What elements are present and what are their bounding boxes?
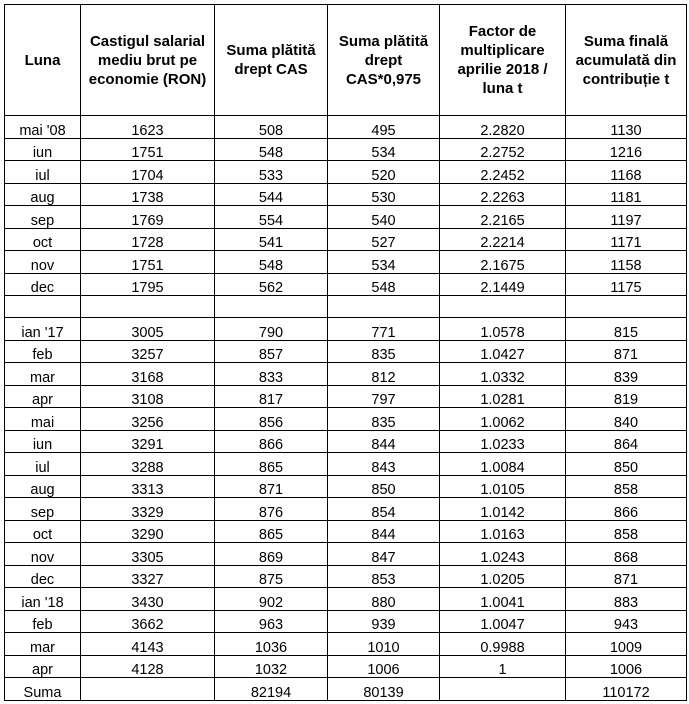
header-castig: Castigul salarial mediu brut pe economie (RON) [81, 5, 215, 116]
cell-factor: 1.0105 [440, 475, 566, 498]
cell-castig: 3430 [81, 588, 215, 611]
cell-cas: 554 [215, 206, 328, 229]
cell-luna: aug [5, 475, 81, 498]
total-row [5, 678, 687, 701]
table-row [5, 588, 687, 611]
cell-luna: iun [5, 430, 81, 453]
table-row [5, 453, 687, 476]
cell-finala: 858 [566, 475, 687, 498]
cell-castig: 4128 [81, 655, 215, 678]
cell-castig: 1728 [81, 228, 215, 251]
cell-castig: 1738 [81, 183, 215, 206]
cell-castig: 3662 [81, 610, 215, 633]
cell-castig: 3327 [81, 565, 215, 588]
cell-factor: 1 [440, 655, 566, 678]
cell-finala: 1175 [566, 273, 687, 296]
cell-factor: 1.0427 [440, 340, 566, 363]
cell-factor: 1.0332 [440, 363, 566, 386]
table-row [5, 610, 687, 633]
table-row [5, 116, 687, 139]
cell-factor: 2.2452 [440, 161, 566, 184]
cell-luna: apr [5, 385, 81, 408]
cell-cas: 871 [215, 475, 328, 498]
cell-factor [440, 296, 566, 318]
cell-finala: 1168 [566, 161, 687, 184]
cell-castig: 1751 [81, 251, 215, 274]
cell-factor: 2.2214 [440, 228, 566, 251]
cell-cas: 875 [215, 565, 328, 588]
cell-finala: 850 [566, 453, 687, 476]
cell-luna: mai '08 [5, 116, 81, 139]
cell-factor: 1.0233 [440, 430, 566, 453]
cell-cas: 508 [215, 116, 328, 139]
cell-cas975: 939 [328, 610, 440, 633]
cell-factor: 1.0578 [440, 318, 566, 341]
cell-finala: 1006 [566, 655, 687, 678]
cell-luna: Suma [5, 678, 81, 701]
cell-cas975: 835 [328, 408, 440, 431]
table-row [5, 228, 687, 251]
cell-cas: 562 [215, 273, 328, 296]
cell-castig: 3291 [81, 430, 215, 453]
cell-castig: 3108 [81, 385, 215, 408]
cell-factor: 1.0243 [440, 543, 566, 566]
cell-luna: ian '18 [5, 588, 81, 611]
cell-luna: iun [5, 138, 81, 161]
cell-cas975: 835 [328, 340, 440, 363]
cell-cas [215, 296, 328, 318]
cell-cas975: 540 [328, 206, 440, 229]
cell-factor: 2.1675 [440, 251, 566, 274]
cell-cas975: 850 [328, 475, 440, 498]
cell-finala: 1181 [566, 183, 687, 206]
cell-castig: 3288 [81, 453, 215, 476]
table-row [5, 206, 687, 229]
cell-finala: 1197 [566, 206, 687, 229]
cell-luna: nov [5, 543, 81, 566]
cell-factor: 1.0281 [440, 385, 566, 408]
table-row [5, 408, 687, 431]
cell-cas975: 844 [328, 520, 440, 543]
cell-cas: 963 [215, 610, 328, 633]
cell-finala: 871 [566, 340, 687, 363]
cell-luna: nov [5, 251, 81, 274]
cell-factor: 0.9988 [440, 633, 566, 656]
cell-luna: apr [5, 655, 81, 678]
table-row [5, 251, 687, 274]
cell-finala [566, 296, 687, 318]
table-row [5, 161, 687, 184]
cell-castig: 3329 [81, 498, 215, 521]
table-row [5, 498, 687, 521]
cell-cas975: 520 [328, 161, 440, 184]
cell-cas975 [328, 296, 440, 318]
cell-cas975: 854 [328, 498, 440, 521]
cell-cas975: 771 [328, 318, 440, 341]
cell-castig: 3005 [81, 318, 215, 341]
cell-cas: 865 [215, 453, 328, 476]
cell-castig: 3290 [81, 520, 215, 543]
cell-castig: 1751 [81, 138, 215, 161]
cell-factor: 1.0142 [440, 498, 566, 521]
cell-factor: 1.0205 [440, 565, 566, 588]
cell-finala: 110172 [566, 678, 687, 701]
cell-luna: feb [5, 610, 81, 633]
header-finala: Suma finală acumulată din contribuție t [566, 5, 687, 116]
cell-factor: 1.0047 [440, 610, 566, 633]
cell-castig: 3305 [81, 543, 215, 566]
cell-cas: 865 [215, 520, 328, 543]
cell-luna: dec [5, 273, 81, 296]
cell-cas: 1032 [215, 655, 328, 678]
cell-cas: 817 [215, 385, 328, 408]
cell-cas: 548 [215, 251, 328, 274]
cell-castig [81, 678, 215, 701]
cell-cas: 541 [215, 228, 328, 251]
cell-luna: sep [5, 498, 81, 521]
table-row [5, 430, 687, 453]
cell-finala: 1216 [566, 138, 687, 161]
cell-cas975: 534 [328, 251, 440, 274]
contributions-table [4, 4, 687, 701]
cell-luna: mai [5, 408, 81, 431]
cell-castig: 3313 [81, 475, 215, 498]
cell-luna: feb [5, 340, 81, 363]
cell-luna: mar [5, 363, 81, 386]
table-row [5, 318, 687, 341]
table-row [5, 273, 687, 296]
cell-cas: 790 [215, 318, 328, 341]
table-row [5, 183, 687, 206]
header-luna: Luna [5, 5, 81, 116]
cell-cas975: 843 [328, 453, 440, 476]
cell-cas975: 847 [328, 543, 440, 566]
cell-castig: 1769 [81, 206, 215, 229]
cell-castig: 3256 [81, 408, 215, 431]
cell-cas: 833 [215, 363, 328, 386]
cell-cas: 866 [215, 430, 328, 453]
table-row [5, 385, 687, 408]
cell-cas975: 527 [328, 228, 440, 251]
cell-factor [440, 678, 566, 701]
cell-finala: 868 [566, 543, 687, 566]
cell-cas: 82194 [215, 678, 328, 701]
cell-cas: 544 [215, 183, 328, 206]
table-row [5, 565, 687, 588]
table-row [5, 633, 687, 656]
cell-luna: ian '17 [5, 318, 81, 341]
cell-finala: 883 [566, 588, 687, 611]
cell-cas975: 844 [328, 430, 440, 453]
cell-cas975: 1006 [328, 655, 440, 678]
header-row [5, 5, 687, 116]
cell-cas: 857 [215, 340, 328, 363]
cell-finala: 1171 [566, 228, 687, 251]
cell-luna: dec [5, 565, 81, 588]
cell-finala: 871 [566, 565, 687, 588]
cell-finala: 866 [566, 498, 687, 521]
cell-cas975: 880 [328, 588, 440, 611]
cell-cas975: 548 [328, 273, 440, 296]
cell-cas975: 530 [328, 183, 440, 206]
cell-cas: 902 [215, 588, 328, 611]
cell-castig: 4143 [81, 633, 215, 656]
table-row [5, 138, 687, 161]
cell-luna: oct [5, 228, 81, 251]
cell-cas: 869 [215, 543, 328, 566]
cell-castig: 1623 [81, 116, 215, 139]
cell-castig: 1704 [81, 161, 215, 184]
table-row [5, 543, 687, 566]
cell-castig [81, 296, 215, 318]
cell-luna: aug [5, 183, 81, 206]
header-cas975: Suma plătită drept CAS*0,975 [328, 5, 440, 116]
cell-cas975: 812 [328, 363, 440, 386]
cell-finala: 819 [566, 385, 687, 408]
cell-luna: iul [5, 453, 81, 476]
cell-finala: 864 [566, 430, 687, 453]
cell-castig: 3168 [81, 363, 215, 386]
cell-finala: 1009 [566, 633, 687, 656]
cell-factor: 2.2263 [440, 183, 566, 206]
cell-luna: mar [5, 633, 81, 656]
cell-cas: 876 [215, 498, 328, 521]
cell-castig: 3257 [81, 340, 215, 363]
cell-finala: 839 [566, 363, 687, 386]
cell-cas975: 495 [328, 116, 440, 139]
cell-cas: 533 [215, 161, 328, 184]
cell-factor: 1.0084 [440, 453, 566, 476]
cell-finala: 858 [566, 520, 687, 543]
table-row [5, 340, 687, 363]
cell-cas975: 1010 [328, 633, 440, 656]
cell-factor: 2.2752 [440, 138, 566, 161]
cell-finala: 1130 [566, 116, 687, 139]
cell-luna: sep [5, 206, 81, 229]
cell-luna: iul [5, 161, 81, 184]
cell-cas: 1036 [215, 633, 328, 656]
cell-cas: 548 [215, 138, 328, 161]
cell-factor: 1.0163 [440, 520, 566, 543]
cell-castig: 1795 [81, 273, 215, 296]
cell-luna [5, 296, 81, 318]
cell-cas: 856 [215, 408, 328, 431]
cell-factor: 2.2165 [440, 206, 566, 229]
cell-luna: oct [5, 520, 81, 543]
cell-cas975: 80139 [328, 678, 440, 701]
cell-cas975: 797 [328, 385, 440, 408]
cell-cas975: 534 [328, 138, 440, 161]
cell-cas975: 853 [328, 565, 440, 588]
cell-finala: 1158 [566, 251, 687, 274]
cell-factor: 2.1449 [440, 273, 566, 296]
table-row [5, 363, 687, 386]
cell-finala: 815 [566, 318, 687, 341]
table-row [5, 655, 687, 678]
cell-factor: 1.0041 [440, 588, 566, 611]
cell-finala: 943 [566, 610, 687, 633]
header-factor: Factor de multiplicare aprilie 2018 / luna t [440, 5, 566, 116]
table-row [5, 475, 687, 498]
separator-row [5, 296, 687, 318]
cell-factor: 2.2820 [440, 116, 566, 139]
table-row [5, 520, 687, 543]
cell-finala: 840 [566, 408, 687, 431]
header-cas: Suma plătită drept CAS [215, 5, 328, 116]
cell-factor: 1.0062 [440, 408, 566, 431]
